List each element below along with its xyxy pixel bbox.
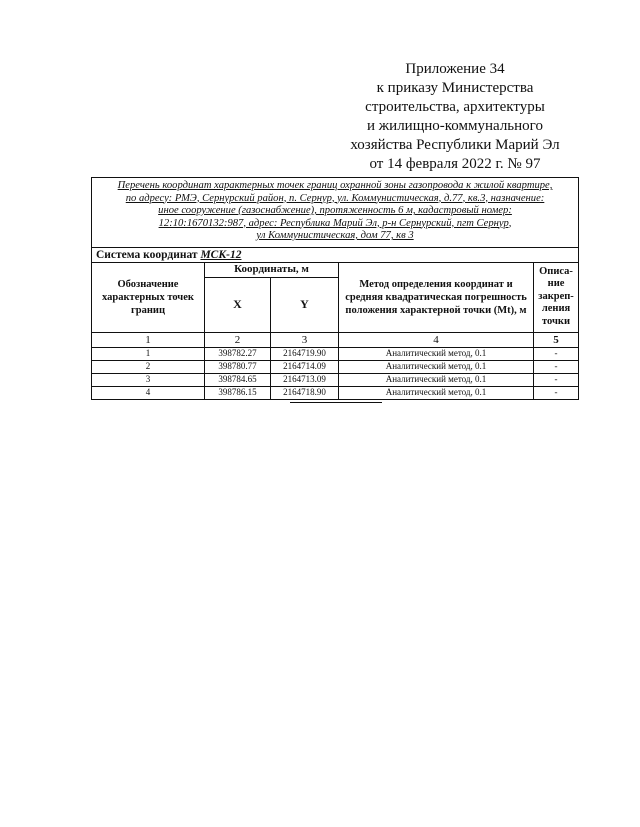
description-line: иное сооружение (газоснабжение), протяженность 6 м, кадастровый номер:	[158, 205, 512, 216]
column-number: 3	[271, 332, 339, 347]
header-designation: Обозначение характерных точек границ	[92, 262, 205, 332]
header-method: Метод определения координат и средняя квадратическая погрешность положения характерной точки (Mt), м	[339, 262, 534, 332]
cell-x: 398782.27	[205, 347, 271, 360]
cell-x: 398786.15	[205, 386, 271, 399]
table-row	[92, 347, 579, 360]
cell-point: 2	[92, 360, 205, 373]
appendix-line: хозяйства Республики Марий Эл	[350, 137, 560, 153]
appendix-line: к приказу Министерства	[376, 80, 534, 96]
cell-x: 398780.77	[205, 360, 271, 373]
description-line: ул Коммунистическая, дом 77, кв 3	[256, 230, 414, 241]
cell-point: 3	[92, 373, 205, 386]
cell-x: 398784.65	[205, 373, 271, 386]
cell-desc: -	[534, 360, 579, 373]
coordinate-system-name: МСК-12	[200, 248, 242, 261]
column-number: 4	[339, 332, 534, 347]
cell-point: 1	[92, 347, 205, 360]
cell-desc: -	[534, 386, 579, 399]
table-row	[92, 386, 579, 399]
cell-y: 2164719.90	[271, 347, 339, 360]
cell-point: 4	[92, 386, 205, 399]
cell-method: Аналитический метод, 0.1	[339, 373, 534, 386]
table-row	[92, 373, 579, 386]
cell-method: Аналитический метод, 0.1	[339, 386, 534, 399]
appendix-line: и жилищно-коммунального	[367, 118, 543, 134]
cell-y: 2164718.90	[271, 386, 339, 399]
header-y: Y	[271, 277, 339, 332]
description-row	[92, 178, 579, 248]
appendix-header	[330, 60, 580, 174]
cell-y: 2164713.09	[271, 373, 339, 386]
column-numbers-row	[92, 332, 579, 347]
coordinate-system-row	[92, 247, 579, 262]
coordinate-system-label: Система координат	[96, 248, 198, 261]
cell-desc: -	[534, 347, 579, 360]
cell-desc: -	[534, 373, 579, 386]
appendix-line: Приложение 34	[405, 61, 505, 77]
header-x: X	[205, 277, 271, 332]
header-description: Описа-ние закреп-ления точки	[534, 262, 579, 332]
column-number: 1	[92, 332, 205, 347]
coordinates-table	[91, 177, 579, 400]
description-line: Перечень координат характерных точек границ охранной зоны газопровода к жилой квартире,	[117, 180, 553, 191]
appendix-line: от 14 февраля 2022 г. № 97	[369, 156, 541, 172]
description-line: по адресу: РМЭ, Сернурский район, п. Сернур, ул. Коммунистическая, д.77, кв.3, назначение:	[125, 192, 545, 204]
cell-method: Аналитический метод, 0.1	[339, 360, 534, 373]
table-description	[92, 178, 579, 248]
header-coordinates: Координаты, м	[205, 262, 339, 277]
appendix-line: строительства, архитектуры	[365, 99, 545, 115]
column-number: 5	[534, 332, 579, 347]
cell-method: Аналитический метод, 0.1	[339, 347, 534, 360]
header-row	[92, 262, 579, 277]
closing-separator-line	[290, 402, 382, 403]
cell-y: 2164714.09	[271, 360, 339, 373]
coordinate-system	[92, 247, 579, 262]
table-row	[92, 360, 579, 373]
column-number: 2	[205, 332, 271, 347]
description-line: 12:10:1670132:987, адрес: Республика Марий Эл, р-н Сернурский, пгт Сернур,	[158, 217, 512, 229]
